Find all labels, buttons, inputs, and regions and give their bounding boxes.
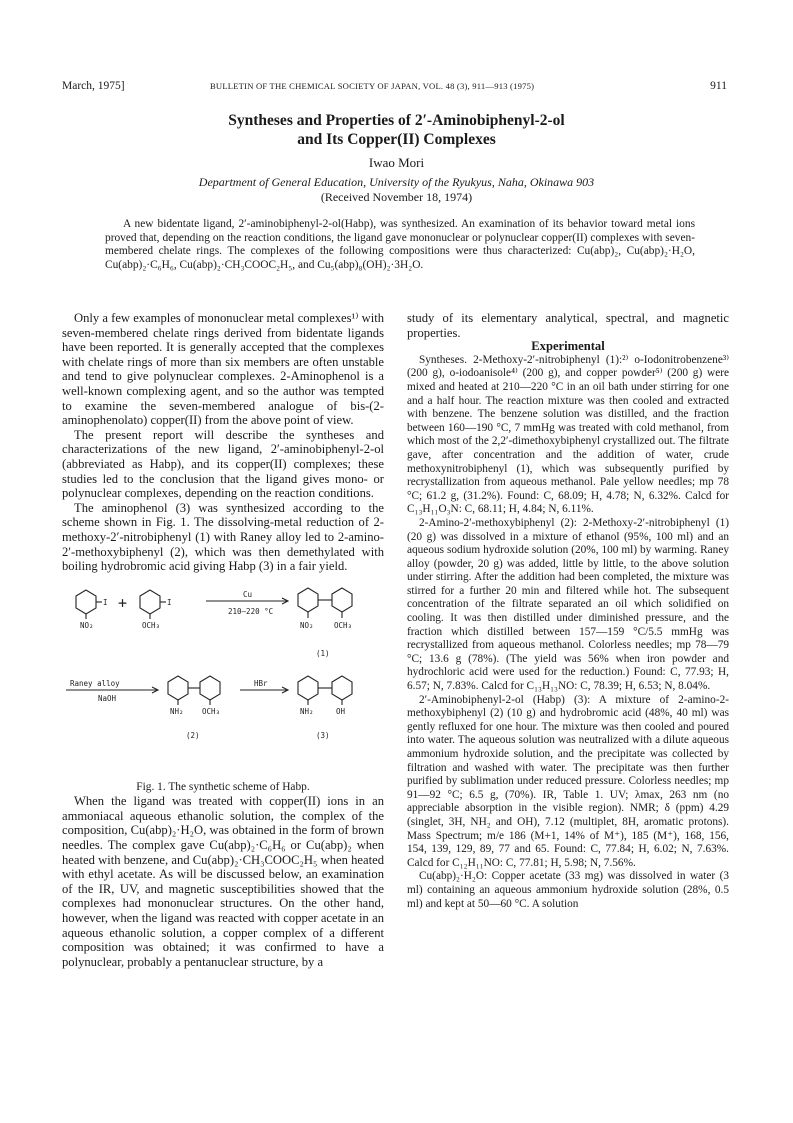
hbr-label: HBr <box>254 678 268 688</box>
header-journal: BULLETIN OF THE CHEMICAL SOCIETY OF JAPAN, VOL. 48 (3), 911—913 (1975) <box>210 81 535 91</box>
intro-paragraph-2: The present report will describe the syntheses and characterizations of the new ligand, 2′-aminobiphenyl-2-ol (abbreviated as Habp), and its copper(II) complexes; these studies led to the conclusion that the ligand gives mono- or polynuclear complexes, depending on the reaction conditions. <box>62 427 384 501</box>
received-date: (Received November 18, 1974) <box>320 190 473 204</box>
plus-sign: + <box>118 593 128 612</box>
no2-label-reactant: NO₂ <box>80 620 94 630</box>
compound-label-1: (1) <box>316 648 330 658</box>
abstract <box>105 218 695 272</box>
iodo-label-1: I <box>103 597 108 607</box>
header-date: March, 1975] <box>62 80 125 92</box>
nh2-label-3: NH₂ <box>300 706 314 716</box>
benzene-ring-product-1b <box>332 588 352 612</box>
continued-text: study of its elementary analytical, spectral, and magnetic properties. <box>407 311 729 340</box>
benzene-ring-3a <box>298 676 318 700</box>
intro-paragraph-1: Only a few examples of mononuclear metal complexes¹⁾ with seven-membered chelate rings derived from bidentate ligands have been reported. It is generally accepted that the complexes with chelate rings of more than six members are often unstable and tend to give polynuclear complexes. 2-Aminophenol is a well-known complexing agent, and so the author was tempted to examine the seven-membered analogue of bis-(2-aminophenolato) copper(II) from the above point of view. <box>62 311 384 428</box>
title-line-2: and Its Copper(II) Complexes <box>297 131 496 148</box>
temperature-label: 210–220 °C <box>228 606 274 616</box>
left-column <box>62 311 384 969</box>
synthetic-scheme-figure <box>62 586 384 776</box>
benzene-ring-2a <box>168 676 188 700</box>
section-heading-experimental: Experimental <box>531 339 605 354</box>
scheme-drawing <box>62 586 384 776</box>
raney-alloy-label: Raney alloy <box>70 678 120 688</box>
benzene-ring-product-1a <box>298 588 318 612</box>
abstract-text: A new bidentate ligand, 2′-aminobiphenyl-2-ol(Habp), was synthesized. An examination of its behavior toward metal ions proved that, depending on the reaction conditions, the ligand gave mononuclear or polynuclear copper(II) complexes with seven-membered chelate rings. The complexes of the following compositions were thus characterized: Cu(abp)₂, Cu(abp)₂·H₂O, Cu(abp)₂·C₆H₆, Cu(abp)₂·CH₃COOC₂H₅, and Cu₅(abp)₈(OH)₂·3H₂O. <box>105 218 695 271</box>
page-number: 911 <box>710 80 727 92</box>
no2-label-product: NO₂ <box>300 620 314 630</box>
iodo-label-2: I <box>167 597 172 607</box>
benzene-ring-reactant-1 <box>76 590 96 614</box>
benzene-ring-2b <box>200 676 220 700</box>
synthesis-compound-3: 2′-Aminobiphenyl-2-ol (Habp) (3): A mixture of 2-amino-2-methoxybiphenyl (2) (10 g) and hydrobromic acid (48%, 40 ml) was gently refluxed for one hour. The mixture was then cooled and poured into water. The aqueous solution was neutralized with a dilute aqueous ammonium hydroxide solution, and the precipitate was collected by filtration and washed with water. The precipitate was then further purified by sublimation under reduced pressure. Colorless needles; mp 91—92 °C; 6.5 g, (70%). IR, Table 1. UV; λmax, 263 nm (no appreciable absorption in the visible region). NMR; δ (ppm) 4.29 (singlet, 3H, NH₂ and OH), 7.12 (multiplet, 8H, aromatic protons). Mass Spectrum; m/e 186 (M+1, 14% of M⁺), 185 (M⁺), 168, 156, 154, 139, 129, 89, 77 and 65. Found: C, 77.84; H, 6.02; N, 7.63%. Calcd for C₁₂H₁₁NO: C, 77.81; H, 5.98; N, 7.56%. <box>407 693 729 869</box>
paper-title <box>0 111 793 149</box>
right-column <box>407 311 729 911</box>
och3-label-product: OCH₃ <box>334 620 353 630</box>
synthesis-copper-complex: Cu(abp)₂·H₂O: Copper acetate (33 mg) was dissolved in water (3 ml) containing an aqueous ammonium hydroxide solution (28%, 0.5 ml) and kept at 50—60 °C. A solution <box>407 870 729 910</box>
och3-label-reactant: OCH₃ <box>142 620 161 630</box>
title-line-1: Syntheses and Properties of 2′-Aminobiphenyl-2-ol <box>228 112 565 129</box>
benzene-ring-3b <box>332 676 352 700</box>
affiliation-block <box>0 175 793 205</box>
author-name: Iwao Mori <box>368 155 425 170</box>
synthesis-compound-1: Syntheses. 2-Methoxy-2′-nitrobiphenyl (1):²⁾ o-Iodonitrobenzene³⁾ (200 g), o-iodoanisole⁴⁾ (200 g), and copper powder⁵⁾ (200 g) were mixed and heated at 210—220 °C in an oil bath under stirring for one and a half hour. The reaction mixture was then cooled and extracted with benzene. The benzene solution was distilled, and the fraction between 160—190 °C, 7 mmHg was treated with cold methanol, from which most of the 2,2′-dimethoxybiphenyl crystallized out. The filtrate gave, after concentration and the addition of water, crude methoxynitrobiphenyl (1), which was subsequently purified by recrystallization from aqueous methanol. Pale yellow needles; mp 78 °C; 61.2 g, (31.2%). Found: C, 68.09; H, 4.78; N, 6.32%. Calcd for C₁₃H₁₁O₃N: C, 68.11; H, 4.84; N, 6.11%. <box>407 353 729 516</box>
och3-label-2: OCH₃ <box>202 706 221 716</box>
synthesis-compound-2: 2-Amino-2′-methoxybiphenyl (2): 2-Methoxy-2′-nitrobiphenyl (1) (20 g) was dissolved in a mixture of ethanol (95%, 100 ml) and an aqueous sodium hydroxide solution (20%, 100 ml) by warming. Raney alloy (powder, 20 g) was added, little by little, to the above solution under stirring. After the addition had been completed, the mixture was stirred for a further 20 min and filtered while hot. The subsequent concentration of the filtrate separated an oil which solidified on cooling. It was then distilled under diminished pressure, and the fraction which distilled between 157—159 °C/5.5 mmHg was recrystallized from aqueous methanol. Colorless needles; mp 78—79 °C; 13.6 g (78%). (The yield was 56% when iron powder and hydrochloric acid were used for the reduction.) Found: C, 77.93; H, 6.57; N, 7.83%. Calcd for C₁₃H₁₃NO: C, 78.39; H, 6.53; N, 8.04%. <box>407 516 729 693</box>
affiliation: Department of General Education, University of the Ryukyus, Naha, Okinawa 903 <box>198 175 595 189</box>
compound-label-2: (2) <box>186 730 200 740</box>
intro-paragraph-3: The aminophenol (3) was synthesized according to the scheme shown in Fig. 1. The dissolving-metal reduction of 2-methoxy-2′-nitrobiphenyl (1) with Raney alloy led to 2-amino-2′-methoxybiphenyl (2), which was then demethylated with boiling hydrobromic acid giving Habp (3) in a fair yield. <box>62 500 384 574</box>
figure-caption: Fig. 1. The synthetic scheme of Habp. <box>136 780 310 793</box>
copper-reagent-label: Cu <box>243 589 253 599</box>
compound-label-3: (3) <box>316 730 330 740</box>
nh2-label-2: NH₂ <box>170 706 184 716</box>
naoh-label: NaOH <box>98 693 117 703</box>
body-paragraph-4: When the ligand was treated with copper(II) ions in an ammoniacal aqueous ethanolic solution, the complex of the composition, Cu(abp)₂·H₂O, was obtained in the form of brown needles. The complex gave Cu(abp)₂·C₆H₆ or Cu(abp)₂ when heated with benzene, and Cu(abp)₂·CH₃COOC₂H₅ when heated with ethyl acetate. As will be discussed below, an examination of the IR, UV, and magnetic susceptibilities showed that the complexes had mononuclear structures. On the other hand, however, when the ligand was reacted with copper acetate in an aqueous ethanolic solution, a copper complex of a different composition was obtained; it was confirmed to have a polynuclear, probably a pentanuclear structure, by a <box>62 794 384 969</box>
benzene-ring-reactant-2 <box>140 590 160 614</box>
running-header <box>62 80 731 96</box>
oh-label-3: OH <box>336 706 346 716</box>
